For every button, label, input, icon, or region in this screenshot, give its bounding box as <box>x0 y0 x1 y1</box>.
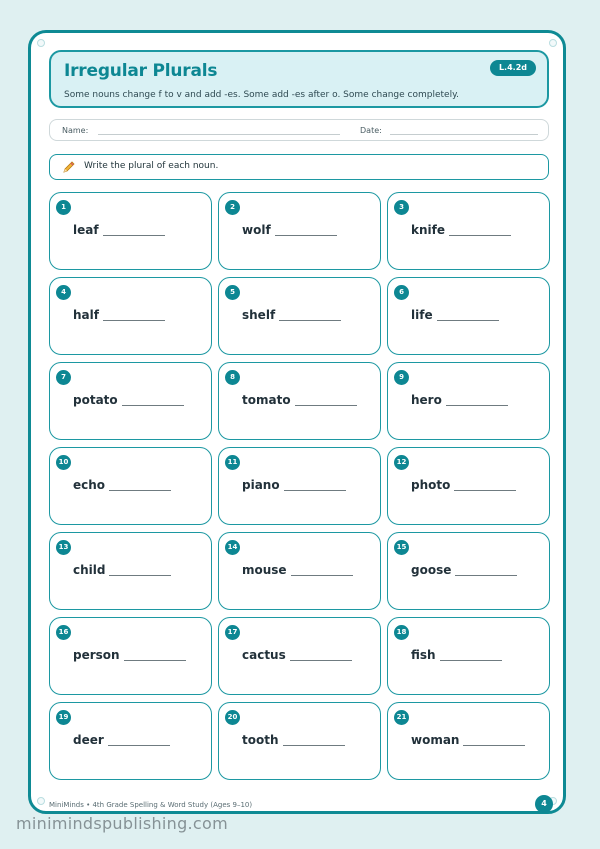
date-label: Date: <box>360 126 382 135</box>
instruction-box <box>49 154 549 180</box>
item-number-badge: 6 <box>394 285 409 300</box>
item-number-badge: 10 <box>56 455 71 470</box>
noun-text: tomato <box>242 393 291 407</box>
item-number-badge: 20 <box>225 710 240 725</box>
name-field[interactable] <box>98 134 340 135</box>
corner-dot <box>549 39 557 47</box>
answer-blank[interactable] <box>295 405 357 406</box>
noun-card <box>49 362 212 440</box>
answer-blank[interactable] <box>275 235 337 236</box>
noun-card <box>387 617 550 695</box>
page-number: 4 <box>535 795 553 813</box>
noun-text: mouse <box>242 563 287 577</box>
noun-text: half <box>73 308 99 322</box>
noun-text: life <box>411 308 433 322</box>
item-number-badge: 4 <box>56 285 71 300</box>
noun-card <box>49 617 212 695</box>
item-number-badge: 12 <box>394 455 409 470</box>
noun-text: shelf <box>242 308 276 322</box>
noun-card <box>387 192 550 270</box>
noun-card <box>218 277 381 355</box>
corner-dot <box>37 797 45 805</box>
item-number-badge: 18 <box>394 625 409 640</box>
noun-text: tooth <box>242 733 279 747</box>
answer-blank[interactable] <box>437 320 499 321</box>
noun-text: leaf <box>73 223 99 237</box>
answer-blank[interactable] <box>122 405 184 406</box>
rule-description: Some nouns change f to v and add -es. Some add -es after o. Some change completely. <box>64 90 459 100</box>
noun-card <box>49 532 212 610</box>
noun-card <box>387 447 550 525</box>
noun-text: echo <box>73 478 106 492</box>
corner-dot <box>37 39 45 47</box>
item-number-badge: 14 <box>225 540 240 555</box>
noun-word <box>242 308 341 322</box>
pencil-icon <box>62 160 76 177</box>
noun-card <box>218 362 381 440</box>
item-number-badge: 8 <box>225 370 240 385</box>
noun-word <box>242 223 337 237</box>
noun-word <box>242 478 346 492</box>
answer-blank[interactable] <box>124 660 186 661</box>
noun-word <box>242 733 345 747</box>
standard-badge: L.4.2d <box>490 60 536 76</box>
instruction-text: Write the plural of each noun. <box>84 161 219 171</box>
noun-card <box>49 447 212 525</box>
date-field[interactable] <box>390 134 538 135</box>
watermark: minimindspublishing.com <box>16 814 229 833</box>
noun-word <box>73 223 165 237</box>
title-banner <box>49 50 549 108</box>
noun-word <box>73 733 170 747</box>
item-number-badge: 2 <box>225 200 240 215</box>
answer-blank[interactable] <box>454 490 516 491</box>
noun-word <box>411 308 499 322</box>
item-number-badge: 15 <box>394 540 409 555</box>
noun-text: person <box>73 648 120 662</box>
page-title: Irregular Plurals <box>64 61 218 81</box>
noun-card <box>218 617 381 695</box>
answer-blank[interactable] <box>463 745 525 746</box>
item-number-badge: 11 <box>225 455 240 470</box>
noun-card <box>387 362 550 440</box>
answer-blank[interactable] <box>284 490 346 491</box>
noun-word <box>411 648 502 662</box>
noun-word <box>411 393 508 407</box>
worksheet-page <box>28 30 566 814</box>
noun-card <box>49 702 212 780</box>
noun-card <box>218 532 381 610</box>
noun-word <box>242 563 353 577</box>
noun-card <box>49 277 212 355</box>
noun-word <box>73 648 186 662</box>
noun-text: photo <box>411 478 451 492</box>
name-date-bar <box>49 119 549 141</box>
item-number-badge: 21 <box>394 710 409 725</box>
noun-word <box>73 308 165 322</box>
noun-text: piano <box>242 478 280 492</box>
noun-card <box>49 192 212 270</box>
item-number-badge: 7 <box>56 370 71 385</box>
name-label: Name: <box>62 126 89 135</box>
answer-blank[interactable] <box>279 320 341 321</box>
answer-blank[interactable] <box>103 235 165 236</box>
noun-word <box>411 733 525 747</box>
answer-blank[interactable] <box>108 745 170 746</box>
noun-text: goose <box>411 563 452 577</box>
noun-text: potato <box>73 393 118 407</box>
item-number-badge: 19 <box>56 710 71 725</box>
answer-blank[interactable] <box>109 575 171 576</box>
noun-text: deer <box>73 733 104 747</box>
answer-blank[interactable] <box>440 660 502 661</box>
noun-card <box>387 277 550 355</box>
noun-text: cactus <box>242 648 286 662</box>
answer-blank[interactable] <box>290 660 352 661</box>
noun-word <box>73 393 184 407</box>
noun-word <box>411 478 516 492</box>
answer-blank[interactable] <box>291 575 353 576</box>
noun-text: hero <box>411 393 442 407</box>
noun-card <box>387 532 550 610</box>
noun-word <box>242 648 352 662</box>
noun-card <box>218 702 381 780</box>
noun-card <box>387 702 550 780</box>
item-number-badge: 5 <box>225 285 240 300</box>
answer-blank[interactable] <box>446 405 508 406</box>
noun-word <box>411 563 517 577</box>
noun-text: wolf <box>242 223 271 237</box>
answer-blank[interactable] <box>449 235 511 236</box>
item-number-badge: 16 <box>56 625 71 640</box>
noun-word <box>73 563 171 577</box>
noun-text: child <box>73 563 106 577</box>
item-number-badge: 13 <box>56 540 71 555</box>
footer-credit: MiniMinds • 4th Grade Spelling & Word Study (Ages 9–10) <box>49 801 253 809</box>
answer-blank[interactable] <box>109 490 171 491</box>
answer-blank[interactable] <box>283 745 345 746</box>
noun-card <box>218 192 381 270</box>
item-number-badge: 3 <box>394 200 409 215</box>
noun-word <box>242 393 357 407</box>
answer-blank[interactable] <box>455 575 517 576</box>
item-number-badge: 9 <box>394 370 409 385</box>
noun-text: knife <box>411 223 445 237</box>
noun-text: woman <box>411 733 460 747</box>
answer-blank[interactable] <box>103 320 165 321</box>
item-number-badge: 1 <box>56 200 71 215</box>
noun-word <box>411 223 511 237</box>
noun-word <box>73 478 171 492</box>
item-number-badge: 17 <box>225 625 240 640</box>
noun-card <box>218 447 381 525</box>
noun-text: fish <box>411 648 436 662</box>
